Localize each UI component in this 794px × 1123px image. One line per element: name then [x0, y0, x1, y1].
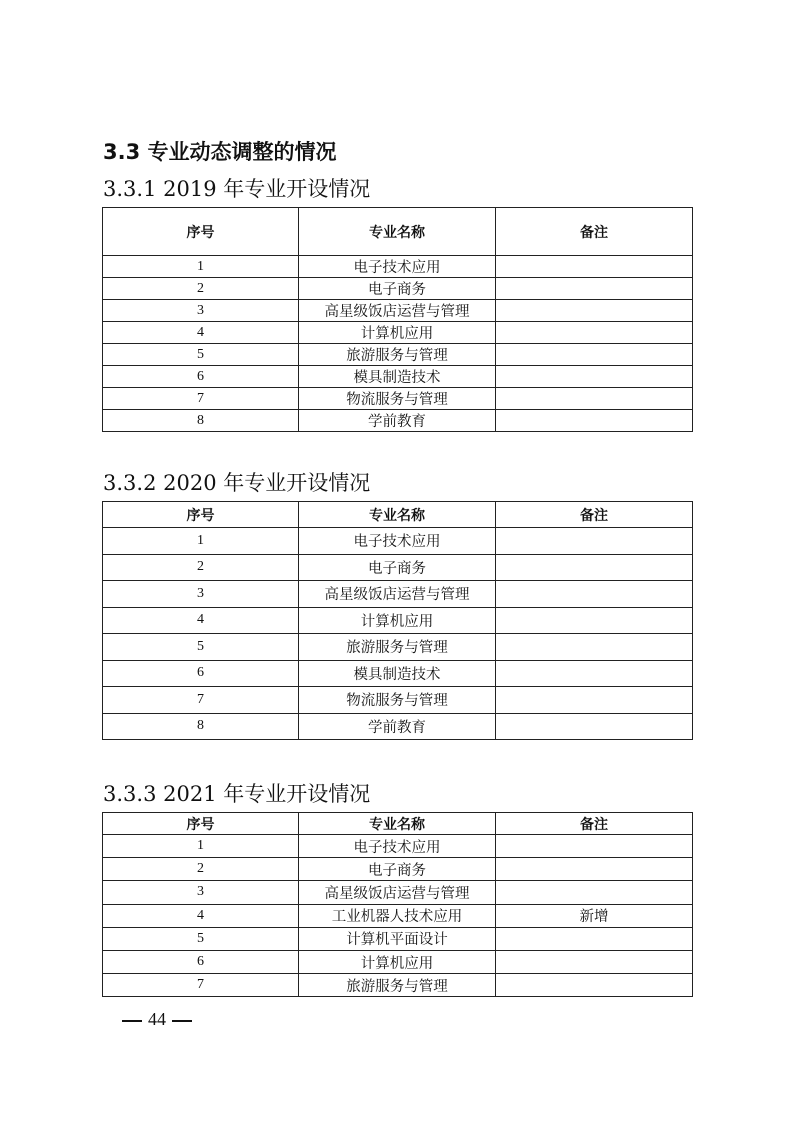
table-row [103, 322, 693, 344]
cell-remarks [496, 528, 693, 555]
majors-table-2021 [102, 812, 693, 997]
cell-index: 5 [103, 344, 299, 366]
cell-major-name: 电子商务 [299, 554, 496, 581]
cell-major-name: 模具制造技术 [299, 660, 496, 687]
cell-major-name: 高星级饭店运营与管理 [299, 881, 496, 904]
table-row [103, 528, 693, 555]
cell-index: 4 [103, 322, 299, 344]
cell-major-name: 电子技术应用 [299, 256, 496, 278]
cell-index: 3 [103, 300, 299, 322]
table-header-row [103, 208, 693, 256]
cell-remarks [496, 881, 693, 904]
cell-major-name: 电子技术应用 [299, 528, 496, 555]
cell-major-name: 电子技术应用 [299, 835, 496, 858]
header-major-name: 专业名称 [299, 502, 496, 528]
page-number: 44 [148, 1009, 166, 1029]
cell-remarks [496, 950, 693, 973]
cell-index: 1 [103, 835, 299, 858]
table-row [103, 713, 693, 740]
table-row [103, 300, 693, 322]
cell-remarks [496, 974, 693, 997]
header-major-name: 专业名称 [299, 813, 496, 835]
cell-index: 6 [103, 366, 299, 388]
section-heading: 3.3 专业动态调整的情况 [103, 140, 337, 164]
cell-index: 1 [103, 256, 299, 278]
cell-major-name: 工业机器人技术应用 [299, 904, 496, 927]
cell-remarks [496, 687, 693, 714]
cell-index: 7 [103, 687, 299, 714]
cell-remarks [496, 300, 693, 322]
table-header-row [103, 813, 693, 835]
table-row [103, 344, 693, 366]
cell-major-name: 计算机应用 [299, 950, 496, 973]
cell-index: 4 [103, 607, 299, 634]
table-row [103, 950, 693, 973]
cell-remarks [496, 835, 693, 858]
cell-major-name: 旅游服务与管理 [299, 974, 496, 997]
cell-major-name: 计算机应用 [299, 322, 496, 344]
cell-remarks [496, 322, 693, 344]
table-row [103, 881, 693, 904]
cell-major-name: 旅游服务与管理 [299, 634, 496, 661]
table-row [103, 278, 693, 300]
table-1-heading: 3.3.1 2019 年专业开设情况 [103, 177, 371, 201]
cell-remarks [496, 410, 693, 432]
cell-remarks [496, 634, 693, 661]
footer-dash-right [172, 1020, 192, 1022]
table-row [103, 410, 693, 432]
cell-index: 2 [103, 858, 299, 881]
cell-major-name: 物流服务与管理 [299, 687, 496, 714]
table-row [103, 366, 693, 388]
table-row [103, 835, 693, 858]
table-row [103, 904, 693, 927]
footer-dash-left [122, 1020, 142, 1022]
header-remarks: 备注 [496, 208, 693, 256]
table-row [103, 858, 693, 881]
cell-major-name: 模具制造技术 [299, 366, 496, 388]
table-row [103, 974, 693, 997]
cell-remarks [496, 278, 693, 300]
cell-remarks [496, 388, 693, 410]
cell-major-name: 旅游服务与管理 [299, 344, 496, 366]
table-row [103, 687, 693, 714]
cell-major-name: 高星级饭店运营与管理 [299, 300, 496, 322]
cell-remarks [496, 344, 693, 366]
header-remarks: 备注 [496, 813, 693, 835]
cell-index: 7 [103, 974, 299, 997]
table-row [103, 256, 693, 278]
table-row [103, 581, 693, 608]
table-3-heading: 3.3.3 2021 年专业开设情况 [103, 782, 371, 806]
table-header-row [103, 502, 693, 528]
cell-index: 3 [103, 881, 299, 904]
cell-index: 2 [103, 554, 299, 581]
cell-index: 2 [103, 278, 299, 300]
cell-remarks [496, 660, 693, 687]
majors-table-2019 [102, 207, 693, 432]
table-2-heading: 3.3.2 2020 年专业开设情况 [103, 471, 371, 495]
cell-major-name: 物流服务与管理 [299, 388, 496, 410]
header-major-name: 专业名称 [299, 208, 496, 256]
majors-table-2020 [102, 501, 693, 740]
cell-remarks [496, 858, 693, 881]
header-index: 序号 [103, 502, 299, 528]
cell-major-name: 高星级饭店运营与管理 [299, 581, 496, 608]
header-index: 序号 [103, 208, 299, 256]
table-row [103, 634, 693, 661]
cell-remarks [496, 366, 693, 388]
cell-major-name: 计算机应用 [299, 607, 496, 634]
table-row [103, 554, 693, 581]
cell-remarks [496, 607, 693, 634]
header-remarks: 备注 [496, 502, 693, 528]
table-row [103, 607, 693, 634]
table-row [103, 927, 693, 950]
cell-index: 8 [103, 410, 299, 432]
page-footer [122, 1008, 192, 1030]
cell-index: 7 [103, 388, 299, 410]
cell-remarks [496, 713, 693, 740]
cell-index: 5 [103, 634, 299, 661]
cell-remarks: 新增 [496, 904, 693, 927]
cell-remarks [496, 581, 693, 608]
cell-major-name: 学前教育 [299, 713, 496, 740]
header-index: 序号 [103, 813, 299, 835]
cell-index: 4 [103, 904, 299, 927]
table-row [103, 660, 693, 687]
cell-major-name: 电子商务 [299, 858, 496, 881]
cell-index: 8 [103, 713, 299, 740]
cell-index: 1 [103, 528, 299, 555]
cell-index: 6 [103, 660, 299, 687]
table-row [103, 388, 693, 410]
cell-major-name: 计算机平面设计 [299, 927, 496, 950]
cell-remarks [496, 927, 693, 950]
cell-remarks [496, 256, 693, 278]
cell-index: 5 [103, 927, 299, 950]
cell-index: 3 [103, 581, 299, 608]
cell-remarks [496, 554, 693, 581]
cell-major-name: 电子商务 [299, 278, 496, 300]
cell-index: 6 [103, 950, 299, 973]
cell-major-name: 学前教育 [299, 410, 496, 432]
